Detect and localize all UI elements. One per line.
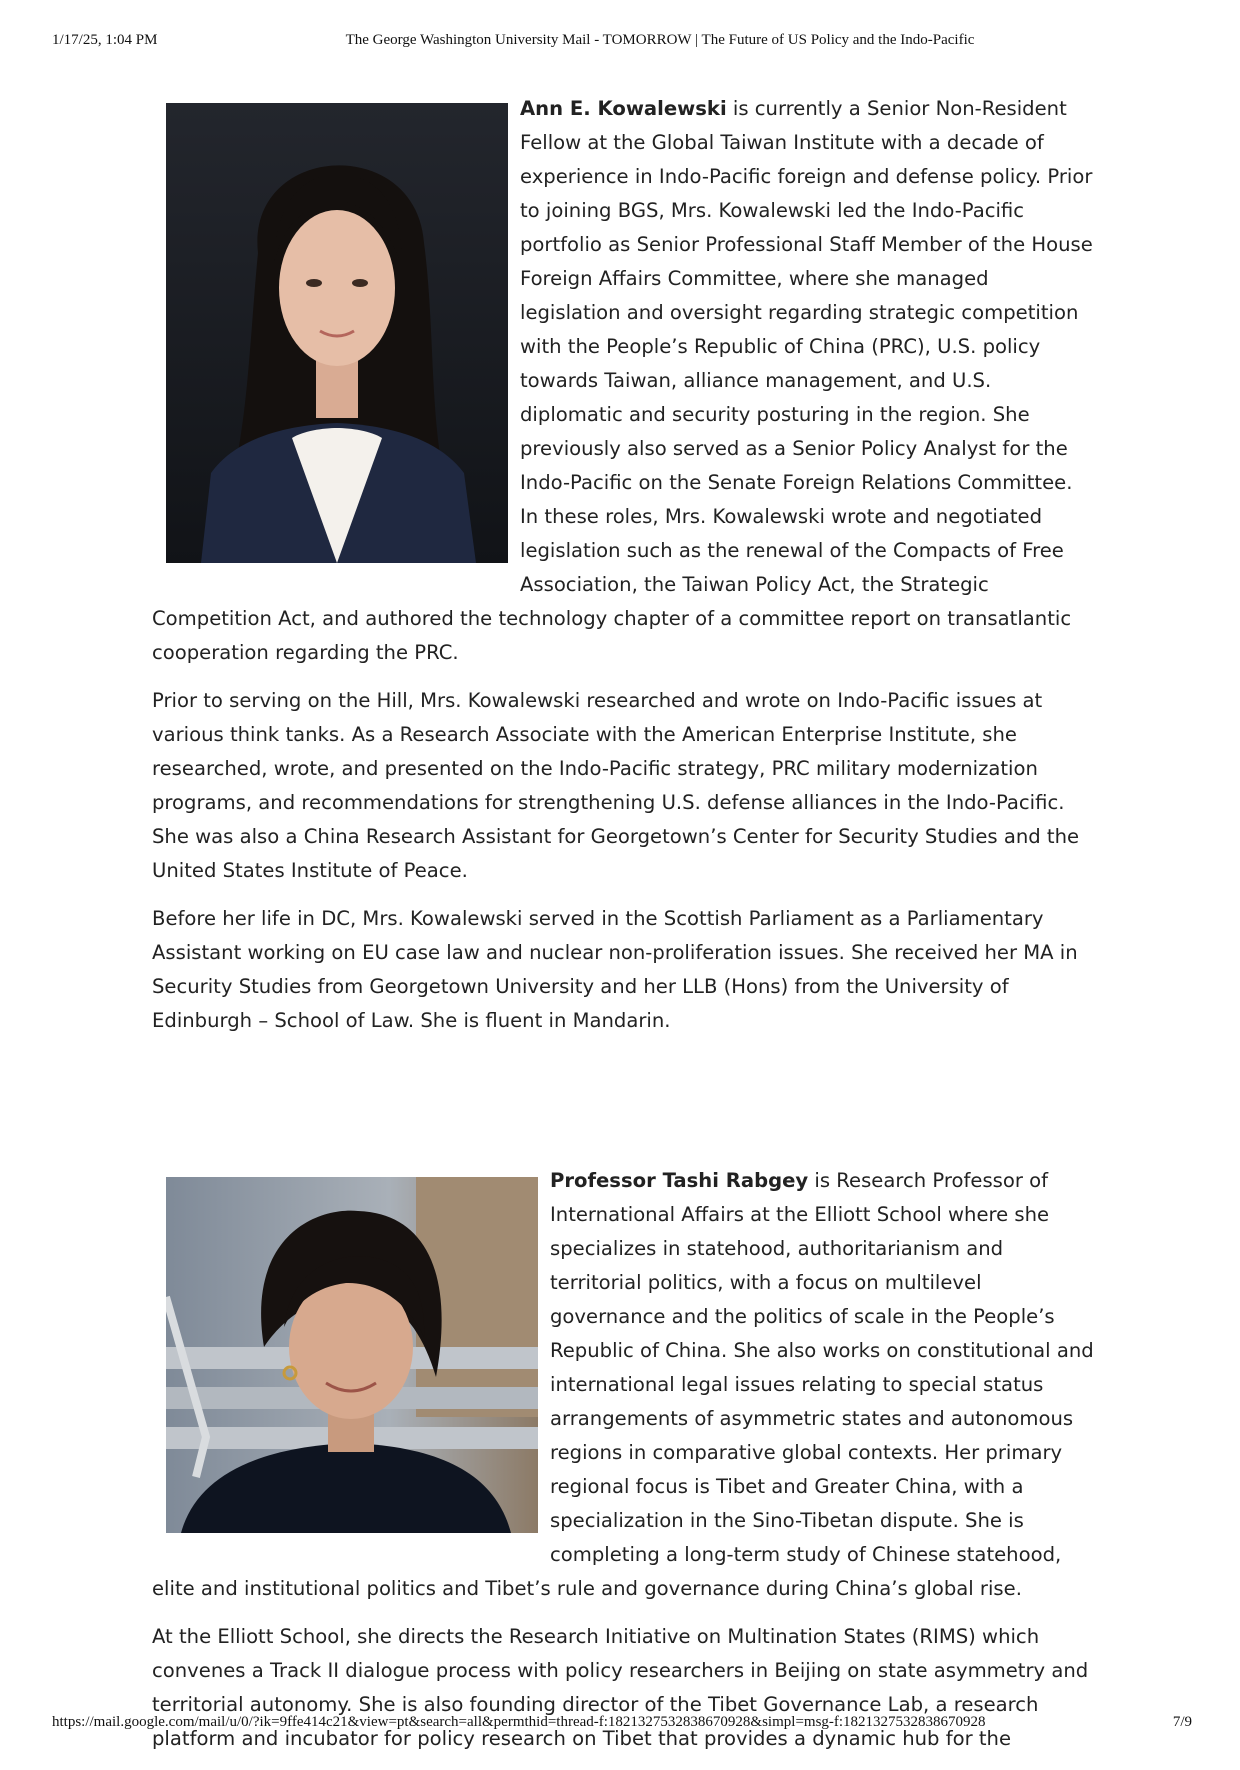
bio-intro-text: is Research Professor of International Affairs at the Elliott School where she specializes in statehood, authoritarianism and territorial politics, with a focus on multilevel governance and the politics of scale in the People’s Republic of China. She also works on constitutional and international legal issues relating to special status arrangements of asymmetric states and autonomous regions in comparative global contexts. Her primary regional focus is Tibet and Greater China, with a specialization in the Sino-Tibetan dispute. She is completing a long-term study of Chinese statehood, elite and institutional politics and Tibet’s rule and governance during China’s global rise.: [152, 1169, 1094, 1600]
print-title: The George Washington University Mail - TOMORROW | The Future of US Policy and the Indo-Pacific: [345, 32, 975, 48]
print-footer: [0, 1714, 1240, 1734]
portrait-photo-rabgey: [166, 1177, 538, 1533]
portrait-photo-kowalewski: [166, 103, 508, 563]
print-datetime: 1/17/25, 1:04 PM: [52, 32, 158, 48]
bio-intro-text: is currently a Senior Non-Resident Fellow at the Global Taiwan Institute with a decade of experience in Indo-Pacific foreign and defense policy. Prior to joining BGS, Mrs. Kowalewski led the Indo-Pacific portfolio as Senior Professional Staff Member of the House Foreign Affairs Committee, where she managed legislation and oversight regarding strategic competition with the People’s Republic of China (PRC), U.S. policy towards Taiwan, alliance management, and U.S. diplomatic and security posturing in the region. She previously also served as a Senior Policy Analyst for the Indo-Pacific on the Senate Foreign Relations Committee. In these roles, Mrs. Kowalewski wrote and negotiated legislation such as the renewal of the Compacts of Free Association, the Taiwan Policy Act, the Strategic Competition Act, and authored the technology chapter of a committee report on transatlantic cooperation regarding the PRC.: [152, 97, 1093, 664]
speaker-name: Professor Tashi Rabgey: [550, 1169, 809, 1192]
bio-kowalewski: [152, 92, 1094, 1038]
speaker-name: Ann E. Kowalewski: [520, 97, 727, 120]
bio-paragraph: Before her life in DC, Mrs. Kowalewski served in the Scottish Parliament as a Parliamentary Assistant working on EU case law and nuclear non-proliferation issues. She received her MA in Security Studies from Georgetown University and her LLB (Hons) from the University of Edinburgh – School of Law. She is fluent in Mandarin.: [152, 907, 1078, 1032]
page-number: 7/9: [1172, 1714, 1192, 1730]
bio-paragraph: Prior to serving on the Hill, Mrs. Kowalewski researched and wrote on Indo-Pacific issues at various think tanks. As a Research Associate with the American Enterprise Institute, she researched, wrote, and presented on the Indo-Pacific strategy, PRC military modernization programs, and recommendations for strengthening U.S. defense alliances in the Indo-Pacific. She was also a China Research Assistant for Georgetown’s Center for Security Studies and the United States Institute of Peace.: [152, 689, 1080, 882]
bio-rabgey: [152, 1164, 1094, 1756]
bio-paragraph: At the Elliott School, she directs the Research Initiative on Multination States (RIMS) which convenes a Track II dialogue process with policy researchers in Beijing on state asymmetry and territorial autonomy. She is also founding director of the Tibet Governance Lab, a research platform and incubator for policy research on Tibet that provides a dynamic hub for the: [152, 1625, 1089, 1750]
print-header: [0, 32, 1240, 52]
email-body: [152, 92, 1094, 1770]
print-url: https://mail.google.com/mail/u/0/?ik=9ffe414c21&view=pt&search=all&permthid=thread-f:1821327532838670928&simpl=msg-f:1821327532838670928: [52, 1714, 986, 1730]
